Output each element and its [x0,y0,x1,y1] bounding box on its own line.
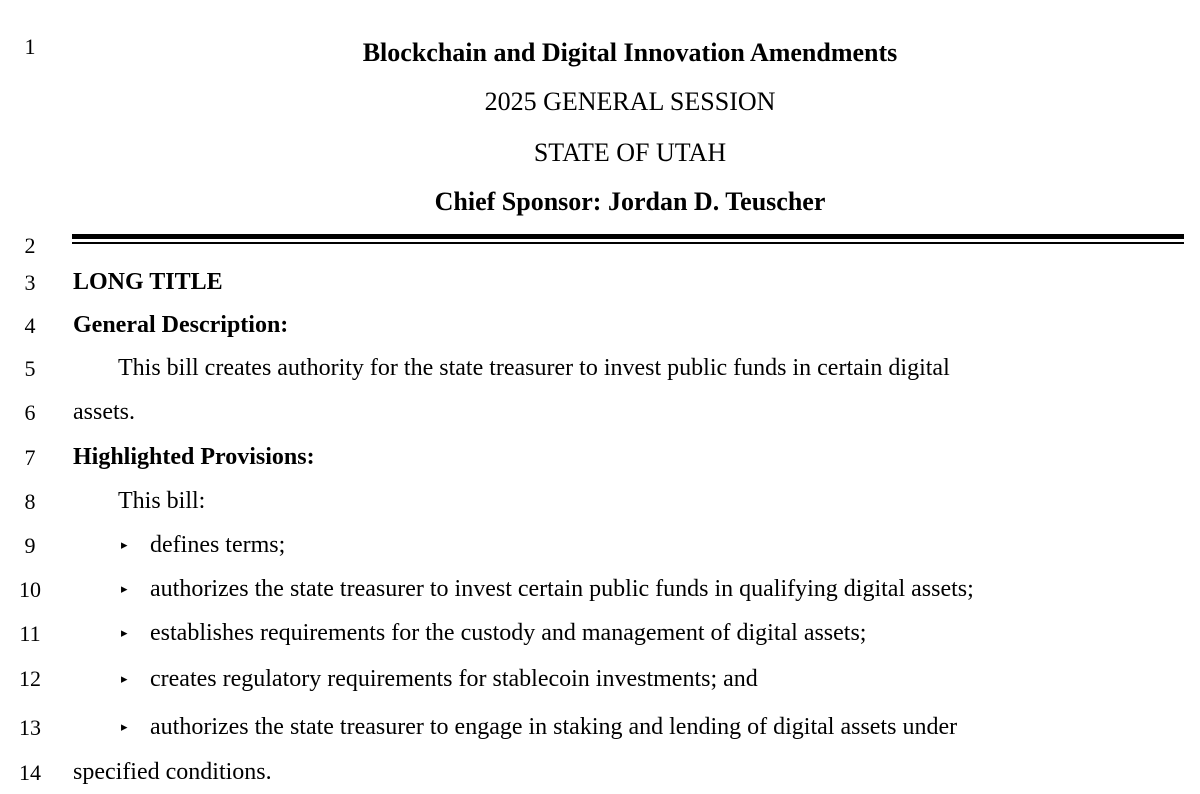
highlighted-provisions-heading: Highlighted Provisions: [73,444,315,470]
line-number: 2 [24,233,36,258]
description-text: This bill creates authority for the state treasurer to invest public funds in certain digital [118,355,950,381]
bullet-icon: ▸ [121,671,128,686]
bullet-icon: ▸ [121,581,128,596]
bullet-icon: ▸ [121,625,128,640]
line-number: 10 [19,577,41,602]
line-number: 12 [19,666,41,691]
state-label: STATE OF UTAH [533,138,727,167]
long-title-heading: LONG TITLE [73,269,223,295]
bullet-icon: ▸ [121,719,128,734]
provisions-intro: This bill: [118,488,206,514]
line-number: 4 [24,313,36,338]
line-number: 14 [19,760,41,785]
line-number: 5 [24,356,36,381]
list-item: establishes requirements for the custody and management of digital assets; [150,620,867,646]
line-number: 7 [24,445,36,470]
list-item: defines terms; [150,532,286,558]
line-number: 8 [24,489,36,514]
header-divider-thin [72,242,1184,244]
chief-sponsor: Chief Sponsor: Jordan D. Teuscher [434,187,826,216]
bill-title: Blockchain and Digital Innovation Amendments [362,38,898,67]
session-label: 2025 GENERAL SESSION [484,87,776,116]
list-item: authorizes the state treasurer to engage in staking and lending of digital assets under [150,714,958,740]
list-item-continuation: specified conditions. [73,759,272,785]
list-item: creates regulatory requirements for stablecoin investments; and [150,666,758,692]
header-divider-thick [72,234,1184,239]
line-number: 13 [19,715,41,740]
bullet-icon: ▸ [121,537,128,552]
description-text-continued: assets. [73,399,135,425]
general-description-heading: General Description: [73,312,289,338]
line-number: 11 [19,621,41,646]
line-number: 9 [24,533,36,558]
line-number: 1 [24,34,36,59]
list-item: authorizes the state treasurer to invest certain public funds in qualifying digital assets; [150,576,974,602]
line-number: 3 [24,270,36,295]
line-number: 6 [24,400,36,425]
